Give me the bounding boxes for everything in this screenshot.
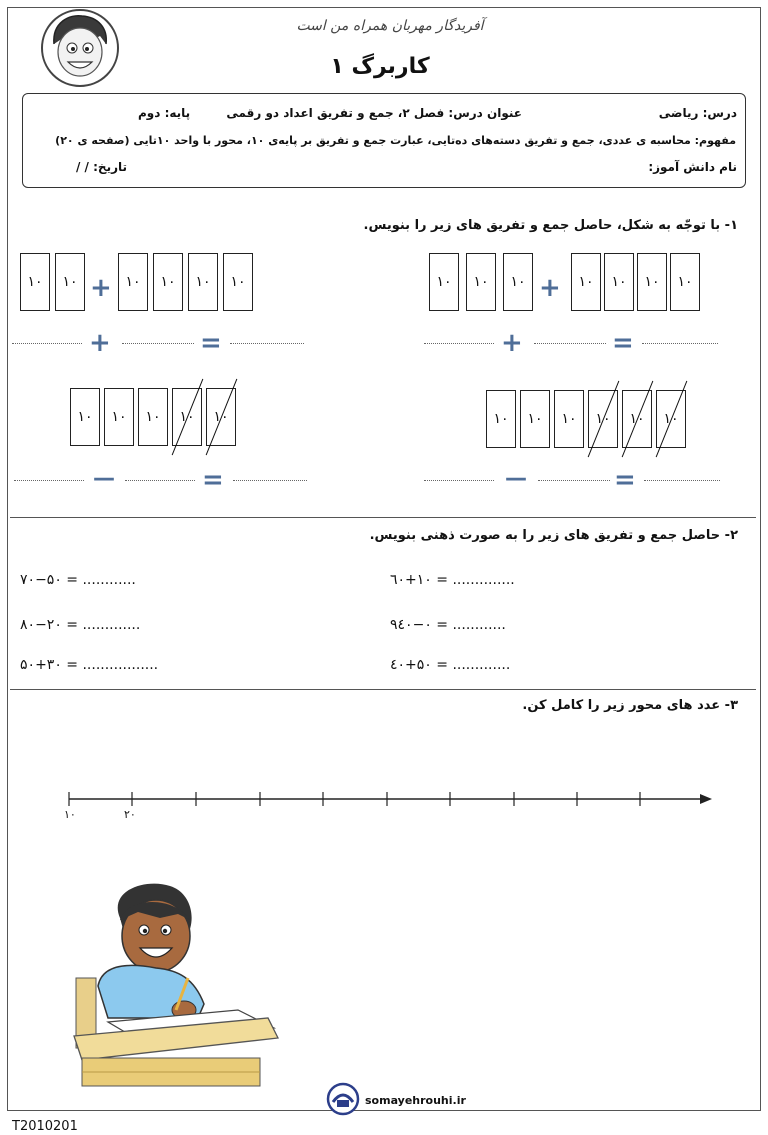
ten-card: ۱۰ [554, 390, 584, 448]
answer-blank[interactable] [642, 343, 718, 344]
ten-card: ۱۰ [70, 388, 100, 446]
answer-blank[interactable] [534, 343, 606, 344]
plus-sign: + [539, 273, 561, 303]
answer-blank[interactable] [125, 480, 195, 481]
section-divider [10, 689, 756, 690]
question-3-text: ۳- عدد های محور زیر را کامل کن. [522, 698, 738, 713]
site-link[interactable]: somayehrouhi.ir [365, 1094, 466, 1107]
equation-item[interactable]: ۵٠+۳٠ = ................. [20, 657, 159, 673]
equals-sign: = [200, 328, 222, 358]
equals-sign: = [612, 328, 634, 358]
student-name-label[interactable]: نام دانش آموز: [648, 160, 737, 174]
ten-card-crossed: ۱۰ [172, 388, 202, 446]
ten-card: ۱۰ [138, 388, 168, 446]
equation-item[interactable]: ۷٠−۵٠ = ............ [20, 572, 136, 588]
equation-item[interactable]: ۸٠−۲٠ = ............. [20, 617, 141, 633]
worksheet-code: T2010201 [12, 1119, 78, 1134]
page-title: کاربرگ ۱ [330, 54, 430, 79]
answer-blank[interactable] [644, 480, 720, 481]
answer-blank[interactable] [233, 480, 307, 481]
minus-sign: — [505, 466, 527, 491]
ten-card: ۱۰ [571, 253, 601, 311]
ten-card: ۱۰ [188, 253, 218, 311]
answer-blank[interactable] [230, 343, 304, 344]
equals-sign: = [614, 465, 636, 495]
question-2-text: ۲- حاصل جمع و تفریق های زیر را به صورت ذهنی بنویس. [369, 528, 738, 543]
ten-card: ۱۰ [20, 253, 50, 311]
ten-card: ۱۰ [153, 253, 183, 311]
equation-item[interactable]: ٤٠+۵٠ = ............. [390, 657, 511, 673]
ten-card: ۱۰ [604, 253, 634, 311]
ten-card-crossed: ۱۰ [588, 390, 618, 448]
question-1-text: ۱- با توجّه به شکل، حاصل جمع و تفریق های زیر را بنویس. [363, 218, 738, 233]
answer-blank[interactable] [538, 480, 610, 481]
ten-card: ۱۰ [670, 253, 700, 311]
plus-sign: + [501, 328, 523, 358]
answer-blank[interactable] [424, 480, 494, 481]
ten-card: ۱۰ [637, 253, 667, 311]
ten-card: ۱۰ [520, 390, 550, 448]
site-logo-icon [326, 1082, 360, 1116]
ten-card-crossed: ۱۰ [656, 390, 686, 448]
answer-blank[interactable] [14, 480, 84, 481]
ten-card: ۱۰ [486, 390, 516, 448]
date-label[interactable]: تاریخ: / / [76, 160, 127, 174]
ten-card: ۱۰ [429, 253, 459, 311]
answer-blank[interactable] [12, 343, 82, 344]
ten-card: ۱۰ [503, 253, 533, 311]
ten-card: ۱۰ [55, 253, 85, 311]
equals-sign: = [202, 465, 224, 495]
equation-item[interactable]: ۹٠−٤٠ = ............ [390, 617, 506, 633]
plus-sign: + [89, 328, 111, 358]
lesson-title: عنوان درس: فصل ۲، جمع و تفریق اعداد دو رقمی [226, 106, 522, 120]
answer-blank[interactable] [122, 343, 194, 344]
concept-label: مفهوم: محاسبه ی عددی، جمع و تفریق دسته‌های ده‌تایی، عبارت جمع و تفریق بر پایه‌ی ۱۰، محور با واحد ۱۰تایی (صفحه ی ۲۰) [55, 134, 736, 147]
ten-card-crossed: ۱۰ [206, 388, 236, 446]
plus-sign: + [90, 273, 112, 303]
ten-card: ۱۰ [466, 253, 496, 311]
minus-sign: — [93, 466, 115, 491]
number-line-label: ۲٠ [124, 808, 136, 821]
number-line-label: ۱٠ [64, 808, 76, 821]
answer-blank[interactable] [424, 343, 494, 344]
equation-item[interactable]: ٦٠+۱٠ = .............. [390, 572, 515, 588]
grade-label: پایه: دوم [138, 106, 191, 120]
ten-card-crossed: ۱۰ [622, 390, 652, 448]
number-line [60, 788, 720, 812]
boy-writing-illustration [68, 878, 282, 1088]
ten-card: ۱۰ [118, 253, 148, 311]
section-divider [10, 517, 756, 518]
top-note: آفریدگار مهربان همراه من است [296, 18, 484, 34]
ten-card: ۱۰ [223, 253, 253, 311]
boy-avatar-icon [40, 8, 120, 88]
ten-card: ۱۰ [104, 388, 134, 446]
subject-label: درس: ریاضی [658, 106, 737, 120]
